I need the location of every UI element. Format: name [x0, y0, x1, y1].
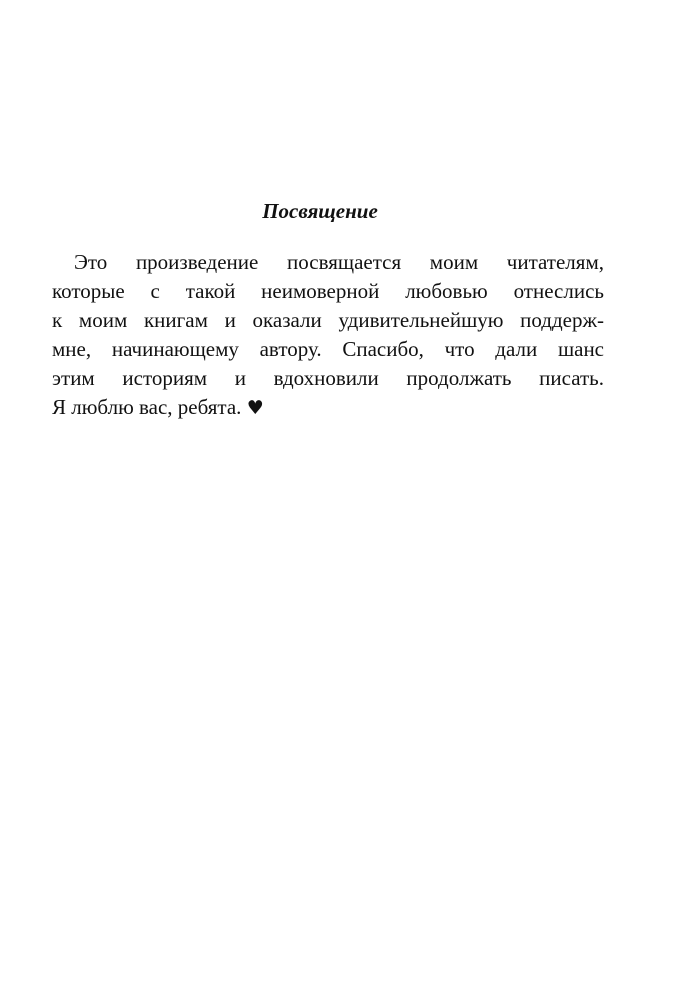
heart-icon: ♥ — [246, 397, 264, 419]
text-line-6 — [52, 393, 604, 422]
text-line-5: этим историям и вдохновили продолжать писать. — [52, 366, 604, 390]
page-title: Посвящение — [262, 199, 378, 223]
text-line-6-content: Я люблю вас, ребята. — [52, 395, 242, 419]
dedication-paragraph — [52, 248, 604, 422]
text-line-4: мне, начинающему автору. Спасибо, что дали шанс — [52, 337, 604, 361]
text-line-1: Это произведение посвящается моим читателям, — [74, 250, 604, 274]
text-line-2: которые с такой неимоверной любовью отнеслись — [52, 279, 604, 303]
text-line-3: к моим книгам и оказали удивительнейшую поддерж- — [52, 308, 604, 332]
